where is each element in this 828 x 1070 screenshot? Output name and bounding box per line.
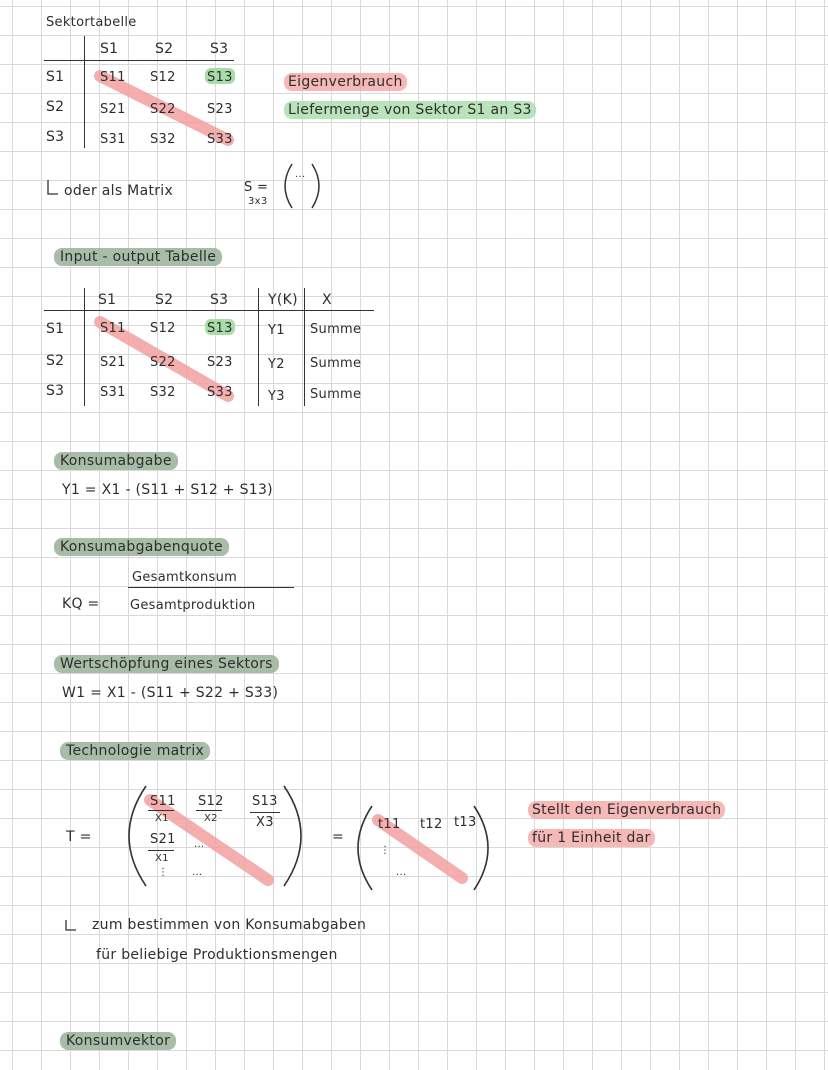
io-x-divider bbox=[304, 288, 305, 406]
note-line-2 bbox=[528, 831, 655, 845]
io-x1: Summe bbox=[310, 322, 362, 337]
wertschoepfung-title bbox=[54, 657, 279, 671]
kq-fraction-bar bbox=[128, 587, 294, 588]
usage-line-1: zum bestimmen von Konsumabgaben bbox=[92, 917, 367, 933]
io-table-title-text: Input - output Tabelle bbox=[54, 248, 222, 266]
io-col-header-s1: S1 bbox=[98, 292, 117, 308]
io-row-header-s1: S1 bbox=[46, 321, 65, 337]
konsumvektor-title bbox=[60, 1034, 176, 1048]
t-equals: = bbox=[332, 829, 345, 845]
legend-eigenverbrauch bbox=[284, 75, 407, 89]
kq-numerator: Gesamtkonsum bbox=[132, 570, 238, 585]
frac-s11-bar bbox=[148, 810, 174, 811]
wertschoepfung-formula: W1 = X1 - (S11 + S22 + S33) bbox=[62, 685, 279, 701]
matrix-paren-right bbox=[312, 164, 319, 208]
t-result-paren-left bbox=[358, 806, 372, 890]
io-cell-s33: S33 bbox=[207, 385, 233, 400]
kq-denominator: Gesamtproduktion bbox=[130, 598, 256, 613]
t13-entry: t13 bbox=[454, 815, 477, 830]
cell-s13: S13 bbox=[207, 70, 233, 85]
technologiematrix-title bbox=[60, 744, 210, 758]
io-cell-s22: S22 bbox=[150, 355, 176, 370]
frac-s21-den: X1 bbox=[155, 853, 169, 864]
frac-s11-num: S11 bbox=[150, 794, 176, 809]
konsumabgabenquote-title bbox=[54, 540, 229, 554]
frac-s13-den: X3 bbox=[256, 815, 274, 830]
cell-s11: S11 bbox=[100, 70, 126, 85]
konsumabgabe-formula: Y1 = X1 - (S11 + S12 + S13) bbox=[62, 482, 273, 498]
io-cell-s32: S32 bbox=[150, 385, 176, 400]
note-line-1 bbox=[528, 803, 725, 817]
arrow-hook-1 bbox=[48, 180, 58, 194]
io-col-header-yk: Y(K) bbox=[268, 292, 298, 308]
t-result-vdots: ⋮ bbox=[380, 845, 391, 856]
io-cell-s21: S21 bbox=[100, 355, 126, 370]
frac-s12-den: X2 bbox=[204, 813, 218, 824]
io-x3: Summe bbox=[310, 387, 362, 402]
t-matrix-paren-left bbox=[129, 786, 146, 886]
row-header-s3: S3 bbox=[46, 129, 65, 145]
io-cell-s31: S31 bbox=[100, 385, 126, 400]
arrow-hook-2 bbox=[66, 920, 76, 930]
legend-liefermenge-text: Liefermenge von Sektor S1 an S3 bbox=[284, 101, 536, 119]
matrix-symbol: S = bbox=[244, 180, 269, 195]
technologiematrix-title-text: Technologie matrix bbox=[60, 742, 210, 760]
io-x2: Summe bbox=[310, 356, 362, 371]
cell-s32: S32 bbox=[150, 132, 176, 147]
io-y2: Y2 bbox=[268, 357, 285, 372]
matrix-paren-left bbox=[285, 164, 292, 208]
t-matrix-vdots: ⋮ bbox=[158, 867, 169, 878]
col-header-s1: S1 bbox=[100, 41, 119, 57]
usage-line-2: für beliebige Produktionsmengen bbox=[96, 947, 338, 963]
row-header-s1: S1 bbox=[46, 69, 65, 85]
col-header-s2: S2 bbox=[155, 41, 174, 57]
frac-s13-bar bbox=[250, 812, 280, 813]
io-y3: Y3 bbox=[268, 389, 285, 404]
legend-liefermenge bbox=[284, 103, 536, 117]
io-col-header-x: X bbox=[322, 292, 332, 308]
matrix-note: oder als Matrix bbox=[64, 183, 174, 199]
sektortabelle-title: Sektortabelle bbox=[46, 15, 137, 30]
io-cell-s23: S23 bbox=[207, 355, 233, 370]
t-result-dots: ... bbox=[396, 867, 407, 878]
io-row-header-s2: S2 bbox=[46, 353, 65, 369]
matrix-dim: 3x3 bbox=[248, 196, 268, 207]
cell-s33: S33 bbox=[207, 132, 233, 147]
t-matrix-dots-1: ... bbox=[194, 839, 205, 850]
frac-s13-num: S13 bbox=[252, 794, 278, 809]
t12-entry: t12 bbox=[420, 817, 443, 832]
matrix-dots: ... bbox=[295, 169, 306, 180]
io-row-divider bbox=[84, 288, 85, 406]
legend-eigenverbrauch-text: Eigenverbrauch bbox=[284, 73, 407, 91]
note-line-1-text: Stellt den Eigenverbrauch bbox=[528, 801, 725, 819]
col-header-s3: S3 bbox=[210, 41, 229, 57]
t11-entry: t11 bbox=[378, 817, 401, 832]
sektortabelle-header-line bbox=[44, 60, 234, 61]
t-lhs: T = bbox=[66, 829, 92, 845]
frac-s11-den: X1 bbox=[155, 813, 169, 824]
io-cell-s11: S11 bbox=[100, 321, 126, 336]
note-line-2-text: für 1 Einheit dar bbox=[528, 829, 655, 847]
cell-s31: S31 bbox=[100, 132, 126, 147]
io-col-header-s2: S2 bbox=[155, 292, 174, 308]
io-col-header-s3: S3 bbox=[210, 292, 229, 308]
frac-s21-num: S21 bbox=[150, 832, 176, 847]
cell-s23: S23 bbox=[207, 102, 233, 117]
cell-s12: S12 bbox=[150, 70, 176, 85]
io-cell-s12: S12 bbox=[150, 321, 176, 336]
konsumabgabe-title bbox=[54, 454, 178, 468]
row-header-s2: S2 bbox=[46, 99, 65, 115]
kq-lhs: KQ = bbox=[62, 596, 100, 612]
io-cell-s13: S13 bbox=[207, 321, 233, 336]
t-matrix-paren-right bbox=[284, 786, 301, 886]
frac-s21-bar bbox=[148, 850, 174, 851]
konsumabgabenquote-title-text: Konsumabgabenquote bbox=[54, 538, 229, 556]
konsumabgabe-title-text: Konsumabgabe bbox=[54, 452, 178, 470]
t-matrix-dots-2: ... bbox=[192, 867, 203, 878]
io-row-header-s3: S3 bbox=[46, 383, 65, 399]
cell-s21: S21 bbox=[100, 102, 126, 117]
io-y1: Y1 bbox=[268, 323, 285, 338]
frac-s12-bar bbox=[196, 810, 222, 811]
io-yk-divider bbox=[258, 288, 259, 406]
wertschoepfung-title-text: Wertschöpfung eines Sektors bbox=[54, 655, 279, 673]
io-header-line bbox=[44, 310, 374, 311]
frac-s12-num: S12 bbox=[198, 794, 224, 809]
io-table-title bbox=[54, 250, 222, 264]
sektortabelle-row-divider bbox=[84, 36, 85, 148]
konsumvektor-title-text: Konsumvektor bbox=[60, 1032, 176, 1050]
cell-s22: S22 bbox=[150, 102, 176, 117]
